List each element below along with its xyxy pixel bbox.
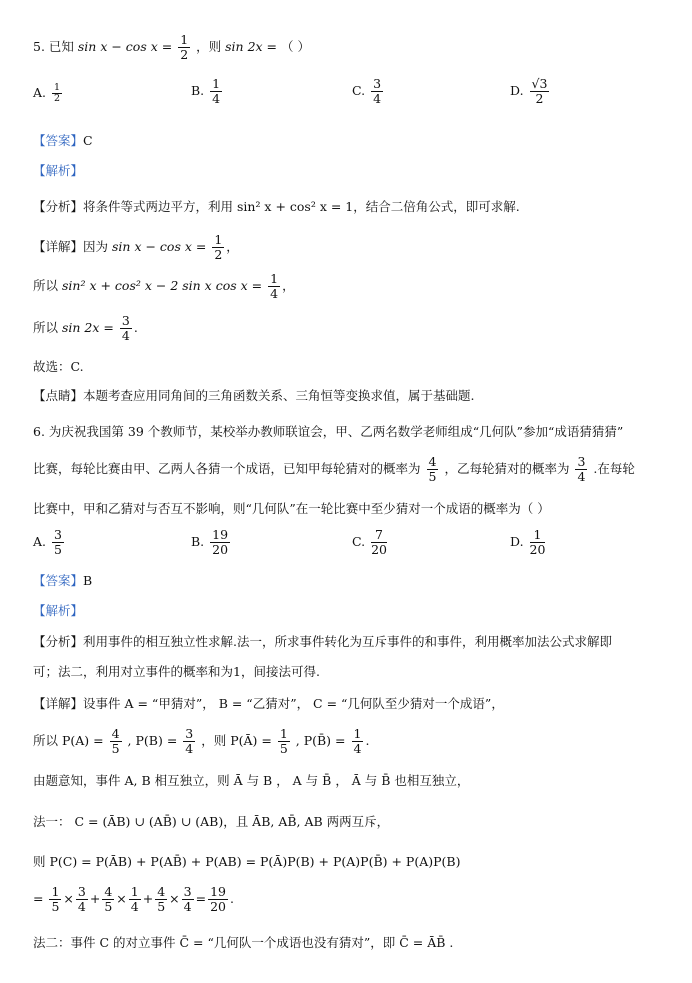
q6-detail-3: 由题意知，事件 A, B 相互独立，则 Ā 与 B ， A 与 B̄ ， Ā 与 B̄ 也相互独立， — [33, 773, 470, 788]
q5-stem: 5. 已知 sin x − cos x = $\frac{1}{2}$ ，则 sin 2x = （ ） — [33, 32, 310, 62]
q6-option-d: D. $\frac{1}{20}$ — [510, 527, 546, 557]
q6-option-a: A. $\frac{3}{5}$ — [33, 527, 62, 557]
q5-option-b: B. $\frac{1}{4}$ — [191, 76, 221, 106]
q5-stem-equation: sin x − cos x = — [77, 39, 173, 54]
q5-detail-2: 所以 sin² x + cos² x − 2 sin x cos x = $\frac{1}{4}$ ， — [33, 271, 295, 301]
q6-stem-1: 6. 为庆祝我国第 39 个教师节，某校举办教师联谊会，甲、乙两名数学老师组成“几何队”参加“成语猜猜猜” — [33, 424, 624, 439]
q5-option-d: D. $\frac{√3}{2}$ — [510, 76, 548, 106]
q5-fenxi: 【分析】将条件等式两边平方，利用 sin² x + cos² x = 1，结合二倍角公式，即可求解. — [33, 199, 520, 214]
q5-detail-3: 所以 sin 2x = $\frac{3}{4}$ . — [33, 313, 138, 343]
answer-value: B — [83, 573, 93, 588]
q6-stem-3: 比赛中，甲和乙猜对与否互不影响，则“几何队”在一轮比赛中至少猜对一个成语的概率为（ ） — [33, 501, 550, 516]
q6-detail-5: 则 P(C) = P(ĀB) + P(AB̄) + P(AB) = P(Ā)P(B) + P(A)P(B̄) + P(A)P(B) — [33, 854, 461, 869]
q5-dianjing: 【点睛】本题考查应用同角间的三角函数关系、三角恒等变换求值，属于基础题. — [33, 388, 475, 403]
q5-detail-1: 【详解】因为 sin x − cos x = $\frac{1}{2}$ ， — [33, 232, 239, 262]
q6-detail-1: 【详解】设事件 A = “甲猜对”， B = “乙猜对”， C = “几何队至少猜对一个成语”， — [33, 696, 504, 711]
q5-analysis-tag: 【解析】 — [33, 163, 84, 178]
q6-stem-2: 比赛，每轮比赛由甲、乙两人各猜一个成语，已知甲每轮猜对的概率为 $\frac{4}{5}$ ，乙每轮猜对的概率为 $\frac{3}{4}$ .在每轮 — [33, 454, 635, 484]
q5-stem-fraction: $\frac{1}{2}$ — [180, 32, 189, 62]
q5-stem-target: sin 2x = — [225, 39, 278, 54]
q5-option-a: A. $\frac{1}{2}$ — [33, 82, 61, 104]
q6-option-b: B. $\frac{19}{20}$ — [191, 527, 229, 557]
answer-tag: 【答案】 — [33, 573, 84, 588]
q6-detail-6: = $\frac{1}{5}$ × $\frac{3}{4}$ + $\frac{4}{5}$ × $\frac{1}{4}$ + $\frac{4}{5}$ × $\frac{3}{4}$ = $\frac{19}{20}$ . — [33, 884, 234, 914]
q6-fenxi-2: 可；法二，利用对立事件的概率和为1，间接法可得. — [33, 664, 320, 679]
q6-fenxi-1: 【分析】利用事件的相互独立性求解.法一，所求事件转化为互斥事件的和事件，利用概率加法公式求解即 — [33, 634, 612, 649]
q5-choice: 故选：C. — [33, 359, 84, 374]
answer-value: C — [83, 133, 93, 148]
q6-option-c: C. $\frac{7}{20}$ — [352, 527, 387, 557]
q6-detail-2: 所以 P(A) = $\frac{4}{5}$ , P(B) = $\frac{3}{4}$ ，则 P(Ā) = $\frac{1}{5}$ , P(B̄) = $\frac{1}{4}$ . — [33, 726, 370, 756]
q6-detail-4: 法一： C = (ĀB) ∪ (AB̄) ∪ (AB)，且 ĀB, AB̄, AB 两两互斥， — [33, 814, 390, 829]
q5-answer — [33, 132, 93, 150]
q6-analysis-tag: 【解析】 — [33, 603, 84, 618]
answer-tag: 【答案】 — [33, 133, 84, 148]
q5-option-c: C. $\frac{3}{4}$ — [352, 76, 382, 106]
q6-answer — [33, 572, 92, 590]
q5-stem-prefix: 5. 已知 — [33, 39, 74, 54]
q6-detail-7: 法二：事件 C 的对立事件 C̄ = “几何队一个成语也没有猜对”，即 C̄ = ĀB̄ . — [33, 935, 454, 950]
